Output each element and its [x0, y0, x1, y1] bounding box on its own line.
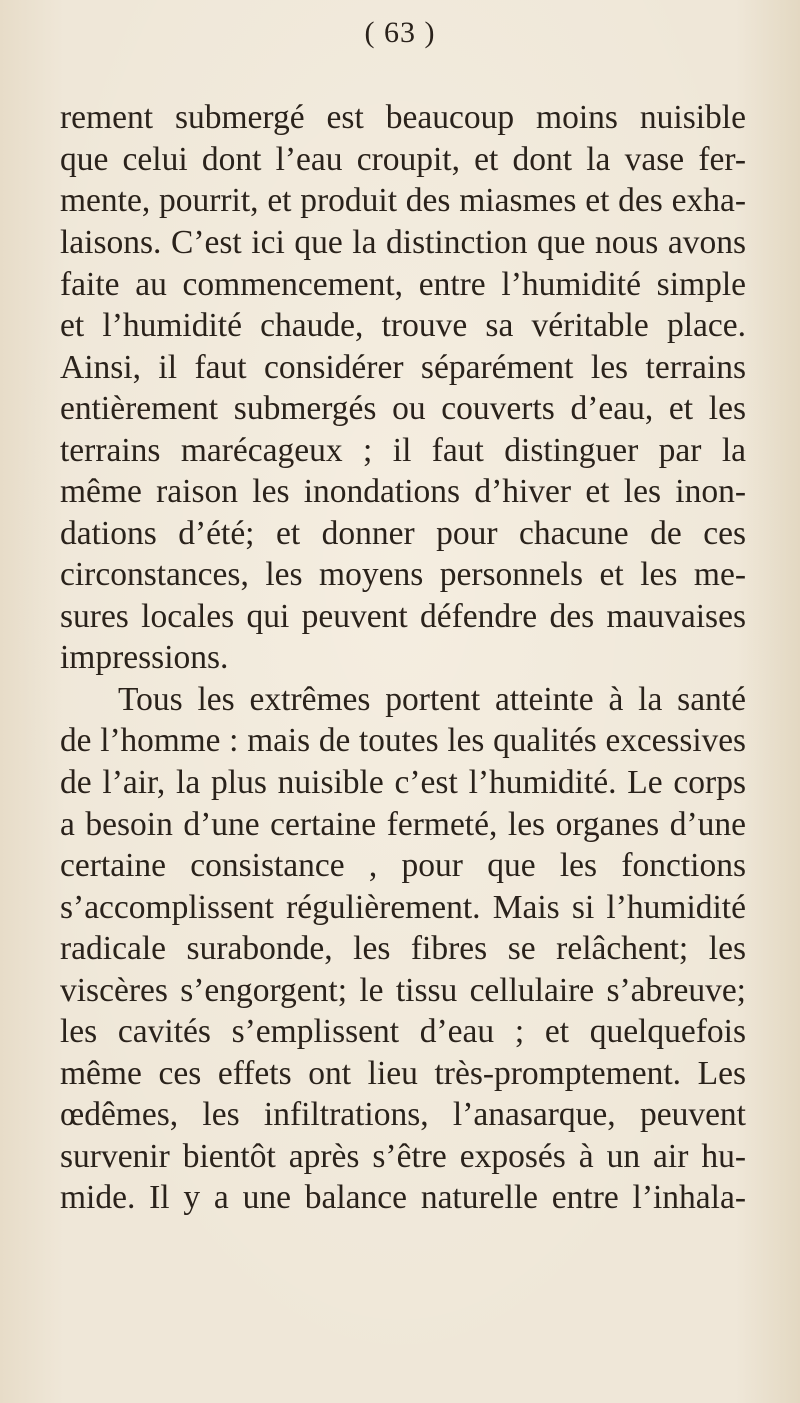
text-line-14: impressions. — [60, 639, 229, 676]
page-number: ( 63 ) — [364, 16, 436, 49]
text-line-25: œdêmes, les infiltrations, l’anasarque, peuvent — [60, 1096, 746, 1133]
text-line-8: entièrement submergés ou couverts d’eau, et les — [60, 390, 746, 427]
text-line-9: terrains marécageux ; il faut distinguer par la — [60, 432, 746, 469]
text-line-1: rement submergé est beaucoup moins nuisible — [60, 99, 746, 136]
text-line-18: a besoin d’une certaine fermeté, les organes d’une — [60, 806, 746, 843]
text-line-2: que celui dont l’eau croupit, et dont la vase fer- — [60, 141, 746, 178]
text-line-22: viscères s’engorgent; le tissu cellulaire s’abreuve; — [60, 972, 746, 1009]
text-line-6: et l’humidité chaude, trouve sa véritable place. — [60, 307, 746, 344]
text-line-4: laisons. C’est ici que la distinction que nous avons — [60, 224, 746, 261]
text-line-19: certaine consistance , pour que les fonctions — [60, 847, 746, 884]
text-line-20: s’accomplissent régulièrement. Mais si l’humidité — [60, 889, 746, 926]
text-line-11: dations d’été; et donner pour chacune de ces — [60, 515, 746, 552]
text-line-23: les cavités s’emplissent d’eau ; et quelquefois — [60, 1013, 746, 1050]
text-line-24: même ces effets ont lieu très-promptement. Les — [60, 1055, 746, 1092]
text-line-27: mide. Il y a une balance naturelle entre l’inhala- — [60, 1179, 746, 1216]
text-line-21: radicale surabonde, les fibres se relâchent; les — [60, 930, 746, 967]
text-line-7: Ainsi, il faut considérer séparément les terrains — [60, 349, 746, 386]
text-line-26: survenir bientôt après s’être exposés à un air hu- — [60, 1138, 746, 1175]
text-line-17: de l’air, la plus nuisible c’est l’humidité. Le corps — [60, 764, 746, 801]
text-line-10: même raison les inondations d’hiver et les inon- — [60, 473, 746, 510]
text-line-12: circonstances, les moyens personnels et les me- — [60, 556, 746, 593]
text-line-16: de l’homme : mais de toutes les qualités excessives — [60, 722, 746, 759]
text-line-13: sures locales qui peuvent défendre des mauvaises — [60, 598, 746, 635]
text-line-3: mente, pourrit, et produit des miasmes et des exha- — [60, 182, 746, 219]
text-line-15: Tous les extrêmes portent atteinte à la santé — [118, 681, 746, 718]
text-line-5: faite au commencement, entre l’humidité simple — [60, 266, 746, 303]
